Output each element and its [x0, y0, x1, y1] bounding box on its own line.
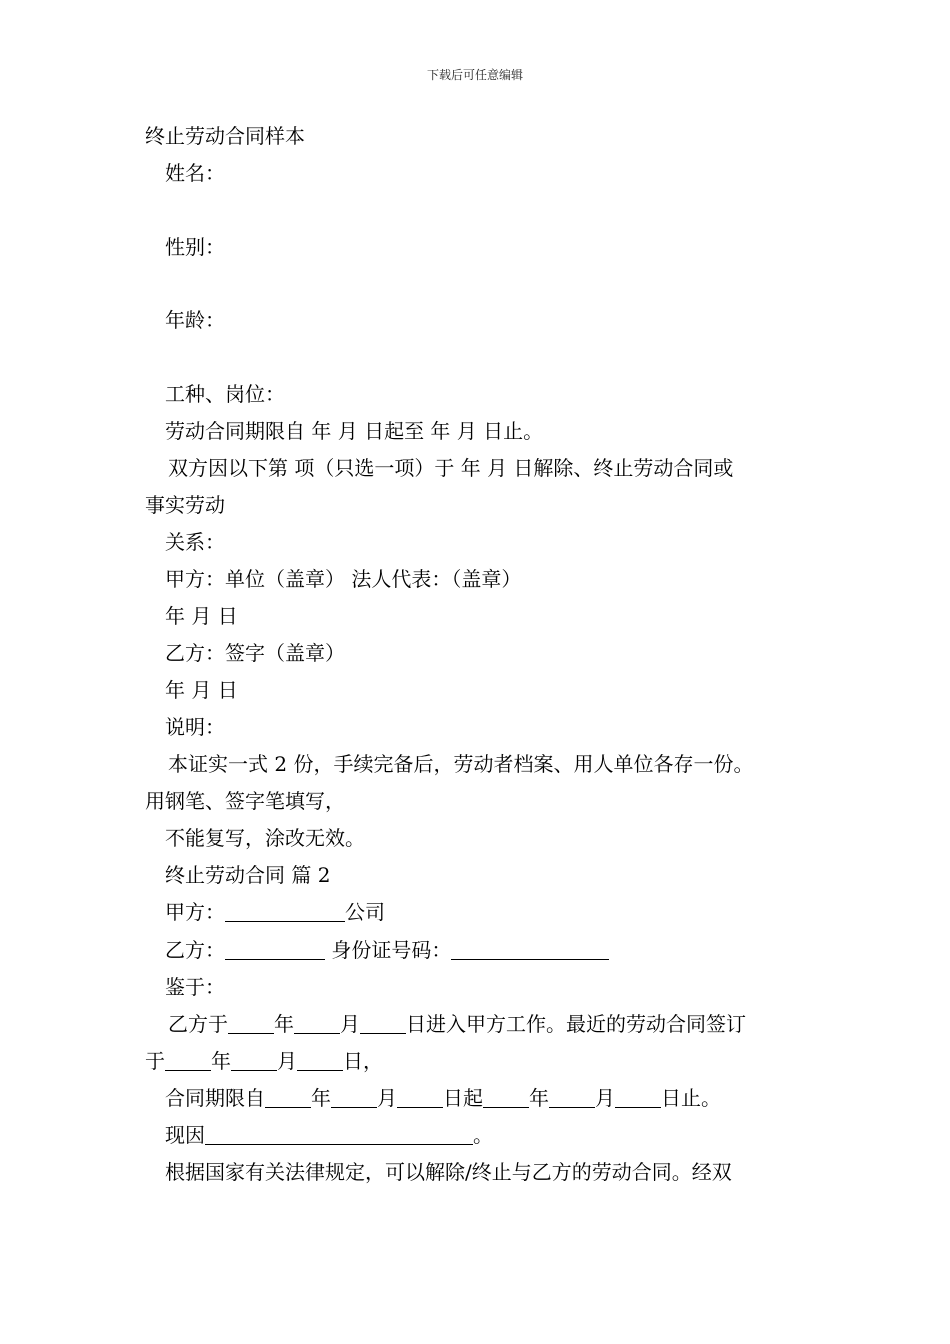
termination-reason-text: 双方因以下第 项（只选一项）于 年 月 日解除、终止劳动合同或 [168, 456, 734, 480]
sign-year-blank[interactable] [165, 1050, 211, 1071]
sign-end-text: 日， [343, 1049, 383, 1073]
part2-party-a-line [165, 900, 385, 924]
field-job-label: 工种、岗位： [165, 382, 285, 406]
party-a-label: 甲方： [165, 900, 225, 924]
start-day-blank[interactable] [397, 1087, 443, 1108]
note-text: 本证实一式 2 份，手续完备后，劳动者档案、用人单位各存一份。 [168, 752, 754, 776]
end-word: 日止。 [661, 1086, 721, 1110]
month-word: 月 [377, 1086, 397, 1110]
entry-year-blank[interactable] [228, 1013, 274, 1034]
month-word: 月 [340, 1012, 360, 1036]
note-text-cont: 用钢笔、签字笔填写， [145, 789, 345, 813]
cause-end: 。 [473, 1123, 493, 1147]
note-label: 说明： [165, 715, 225, 739]
contract-period-line [165, 1086, 721, 1110]
company-name-blank[interactable] [225, 901, 345, 922]
party-a-date-line: 年 月 日 [165, 604, 238, 628]
id-number-label: 身份证号码： [331, 938, 452, 962]
document-title: 终止劳动合同样本 [145, 124, 305, 148]
page-header-note: 下载后可任意编辑 [426, 68, 523, 82]
sign-date-line [145, 1049, 383, 1073]
termination-reason-text-cont: 事实劳动 [145, 493, 225, 517]
year-word: 年 [211, 1049, 231, 1073]
relation-label: 关系： [165, 530, 225, 554]
contract-term-text: 劳动合同期限自 年 月 日起至 年 月 日止。 [165, 419, 544, 443]
whereas-label: 鉴于： [165, 975, 225, 999]
id-number-blank[interactable] [451, 939, 609, 960]
year-word: 年 [274, 1012, 294, 1036]
entry-month-blank[interactable] [294, 1013, 340, 1034]
end-year-blank[interactable] [483, 1087, 529, 1108]
party-a-suffix: 公司 [345, 900, 385, 924]
sign-prefix: 于 [145, 1049, 165, 1073]
period-prefix: 合同期限自 [165, 1086, 265, 1110]
entry-date-line [168, 1012, 746, 1036]
month-word: 月 [595, 1086, 615, 1110]
year-word: 年 [529, 1086, 549, 1110]
end-month-blank[interactable] [549, 1087, 595, 1108]
entry-mid-text: 日进入甲方工作。最近的劳动合同签订 [406, 1012, 746, 1036]
part2-party-b-line [165, 938, 609, 962]
cause-label: 现因 [165, 1123, 205, 1147]
start-year-blank[interactable] [265, 1087, 311, 1108]
start-month-blank[interactable] [331, 1087, 377, 1108]
party-b-date-line: 年 月 日 [165, 678, 238, 702]
cause-blank[interactable] [205, 1124, 473, 1145]
party-b-signature-line: 乙方：签字（盖章） [165, 641, 345, 665]
month-word: 月 [277, 1049, 297, 1073]
part2-heading: 终止劳动合同 篇 2 [165, 863, 331, 887]
field-gender-label: 性别： [165, 235, 225, 259]
end-day-blank[interactable] [615, 1087, 661, 1108]
sign-month-blank[interactable] [231, 1050, 277, 1071]
entry-prefix: 乙方于 [168, 1012, 228, 1036]
field-age-label: 年龄： [165, 308, 225, 332]
party-a-signature-line: 甲方：单位（盖章） 法人代表：（盖章） [165, 567, 522, 591]
year-word: 年 [311, 1086, 331, 1110]
note-text-end: 不能复写，涂改无效。 [165, 826, 365, 850]
party-b-label: 乙方： [165, 938, 225, 962]
law-basis-text: 根据国家有关法律规定，可以解除/终止与乙方的劳动合同。经双 [165, 1160, 732, 1184]
field-name-label: 姓名： [165, 161, 225, 185]
start-word: 日起 [443, 1086, 483, 1110]
cause-line [165, 1123, 493, 1147]
entry-day-blank[interactable] [360, 1013, 406, 1034]
party-b-name-blank[interactable] [225, 939, 325, 960]
sign-day-blank[interactable] [297, 1050, 343, 1071]
